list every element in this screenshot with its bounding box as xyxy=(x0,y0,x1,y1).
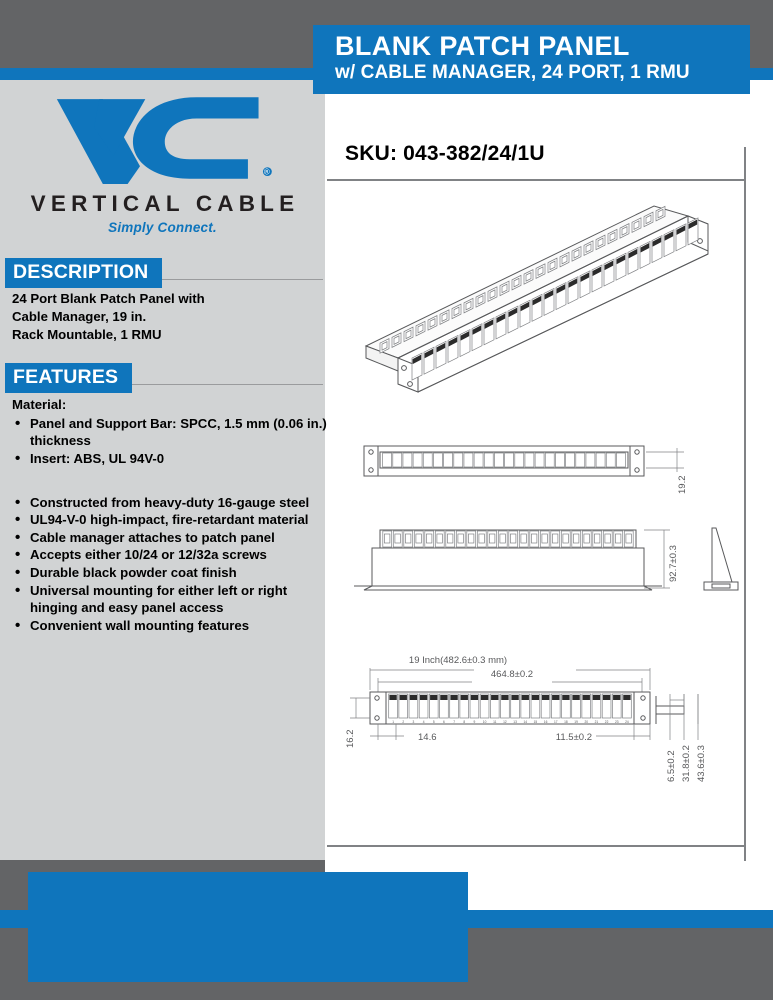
dim-top-height: 19.2 xyxy=(677,475,688,494)
tagline-simply: Simply xyxy=(108,220,154,235)
cable-manager-side-drawing xyxy=(344,508,724,612)
logo-tagline xyxy=(0,220,325,235)
port-number: 16 xyxy=(543,720,548,724)
dim-mount-hole-span: 464.8±0.2 xyxy=(490,669,534,680)
logo-wordmark: VERTICAL CABLE xyxy=(30,191,300,216)
dim-side-height: 92.7±0.3 xyxy=(668,545,679,582)
dim-depth-b: 31.8±0.2 xyxy=(681,745,692,782)
port-number: 4 xyxy=(422,720,425,724)
port-number: 7 xyxy=(453,720,455,724)
description-text xyxy=(12,290,317,344)
port-number: 11 xyxy=(493,720,497,724)
footer-blue-block xyxy=(28,872,468,982)
list-item: • Convenient wall mounting features xyxy=(10,617,330,635)
list-item: • Insert: ABS, UL 94V-0 xyxy=(10,450,330,468)
dim-port-edge: 11.5±0.2 xyxy=(555,732,592,743)
sku-box xyxy=(327,131,745,181)
port-number: 15 xyxy=(533,720,538,724)
product-isometric-drawing xyxy=(336,196,716,396)
description-heading: DESCRIPTION xyxy=(5,258,162,288)
list-item: • Accepts either 10/24 or 12/32a screws xyxy=(10,546,330,564)
dim-left-height: 16.2 xyxy=(345,729,356,748)
product-title-block xyxy=(313,25,750,94)
port-number: 20 xyxy=(584,720,589,724)
port-number: 14 xyxy=(523,720,528,724)
registered-mark: ® xyxy=(263,167,270,177)
port-number: 24 xyxy=(625,720,629,724)
port-number: 10 xyxy=(482,720,487,724)
tagline-connect: Connect. xyxy=(157,220,217,235)
content-bottom-rule xyxy=(327,845,746,847)
port-number: 12 xyxy=(503,720,507,724)
top-view-drawing xyxy=(344,428,724,500)
port-number: 2 xyxy=(402,720,405,724)
port-number: 17 xyxy=(553,720,558,724)
dim-depth-c: 43.6±0.3 xyxy=(696,745,707,782)
port-number: 6 xyxy=(443,720,445,724)
list-item: • Constructed from heavy-duty 16-gauge steel xyxy=(10,494,330,512)
sku-label: SKU: 043-382/24/1U xyxy=(345,142,545,165)
port-number: 21 xyxy=(594,720,599,724)
port-number: 19 xyxy=(574,720,578,724)
bracket-end-view-drawing xyxy=(690,524,748,598)
port-number: 9 xyxy=(473,720,476,724)
list-item: • Universal mounting for either left or right hinging and easy panel access xyxy=(10,582,330,617)
front-dimensional-drawing xyxy=(344,636,744,786)
dim-depth-a: 6.5±0.2 xyxy=(666,750,677,782)
dim-overall-width: 19 Inch(482.6±0.3 mm) xyxy=(408,655,508,666)
page-subtitle: w/ CABLE MANAGER, 24 PORT, 1 RMU xyxy=(335,62,690,84)
brand-logo xyxy=(0,92,325,235)
vc-logo-icon xyxy=(48,92,278,184)
page-title: BLANK PATCH PANEL xyxy=(335,31,630,61)
list-item: • UL94-V-0 high-impact, fire-retardant material xyxy=(10,511,330,529)
port-number: 18 xyxy=(564,720,568,724)
description-line: 24 Port Blank Patch Panel with xyxy=(12,291,205,306)
port-number: 3 xyxy=(412,720,415,724)
features-heading: FEATURES xyxy=(5,363,132,393)
material-label: Material: xyxy=(12,397,67,412)
port-number: 5 xyxy=(432,720,435,724)
port-number: 13 xyxy=(513,720,517,724)
description-line: Cable Manager, 19 in. xyxy=(12,308,147,324)
features-list xyxy=(10,494,330,635)
content-right-rule xyxy=(744,147,746,861)
list-item: • Durable black powder coat finish xyxy=(10,564,330,582)
features-text xyxy=(10,396,330,635)
port-number: 22 xyxy=(604,720,609,724)
material-list xyxy=(10,415,330,468)
port-number: 1 xyxy=(392,720,394,724)
list-item: • Cable manager attaches to patch panel xyxy=(10,529,330,547)
list-item: • Panel and Support Bar: SPCC, 1.5 mm (0.06 in.) thickness xyxy=(10,415,330,450)
description-line: Rack Mountable, 1 RMU xyxy=(12,326,162,342)
features-spacer xyxy=(10,468,330,494)
port-number: 8 xyxy=(463,720,466,724)
port-number: 23 xyxy=(614,720,619,724)
dim-port-pitch: 14.6 xyxy=(418,732,437,743)
